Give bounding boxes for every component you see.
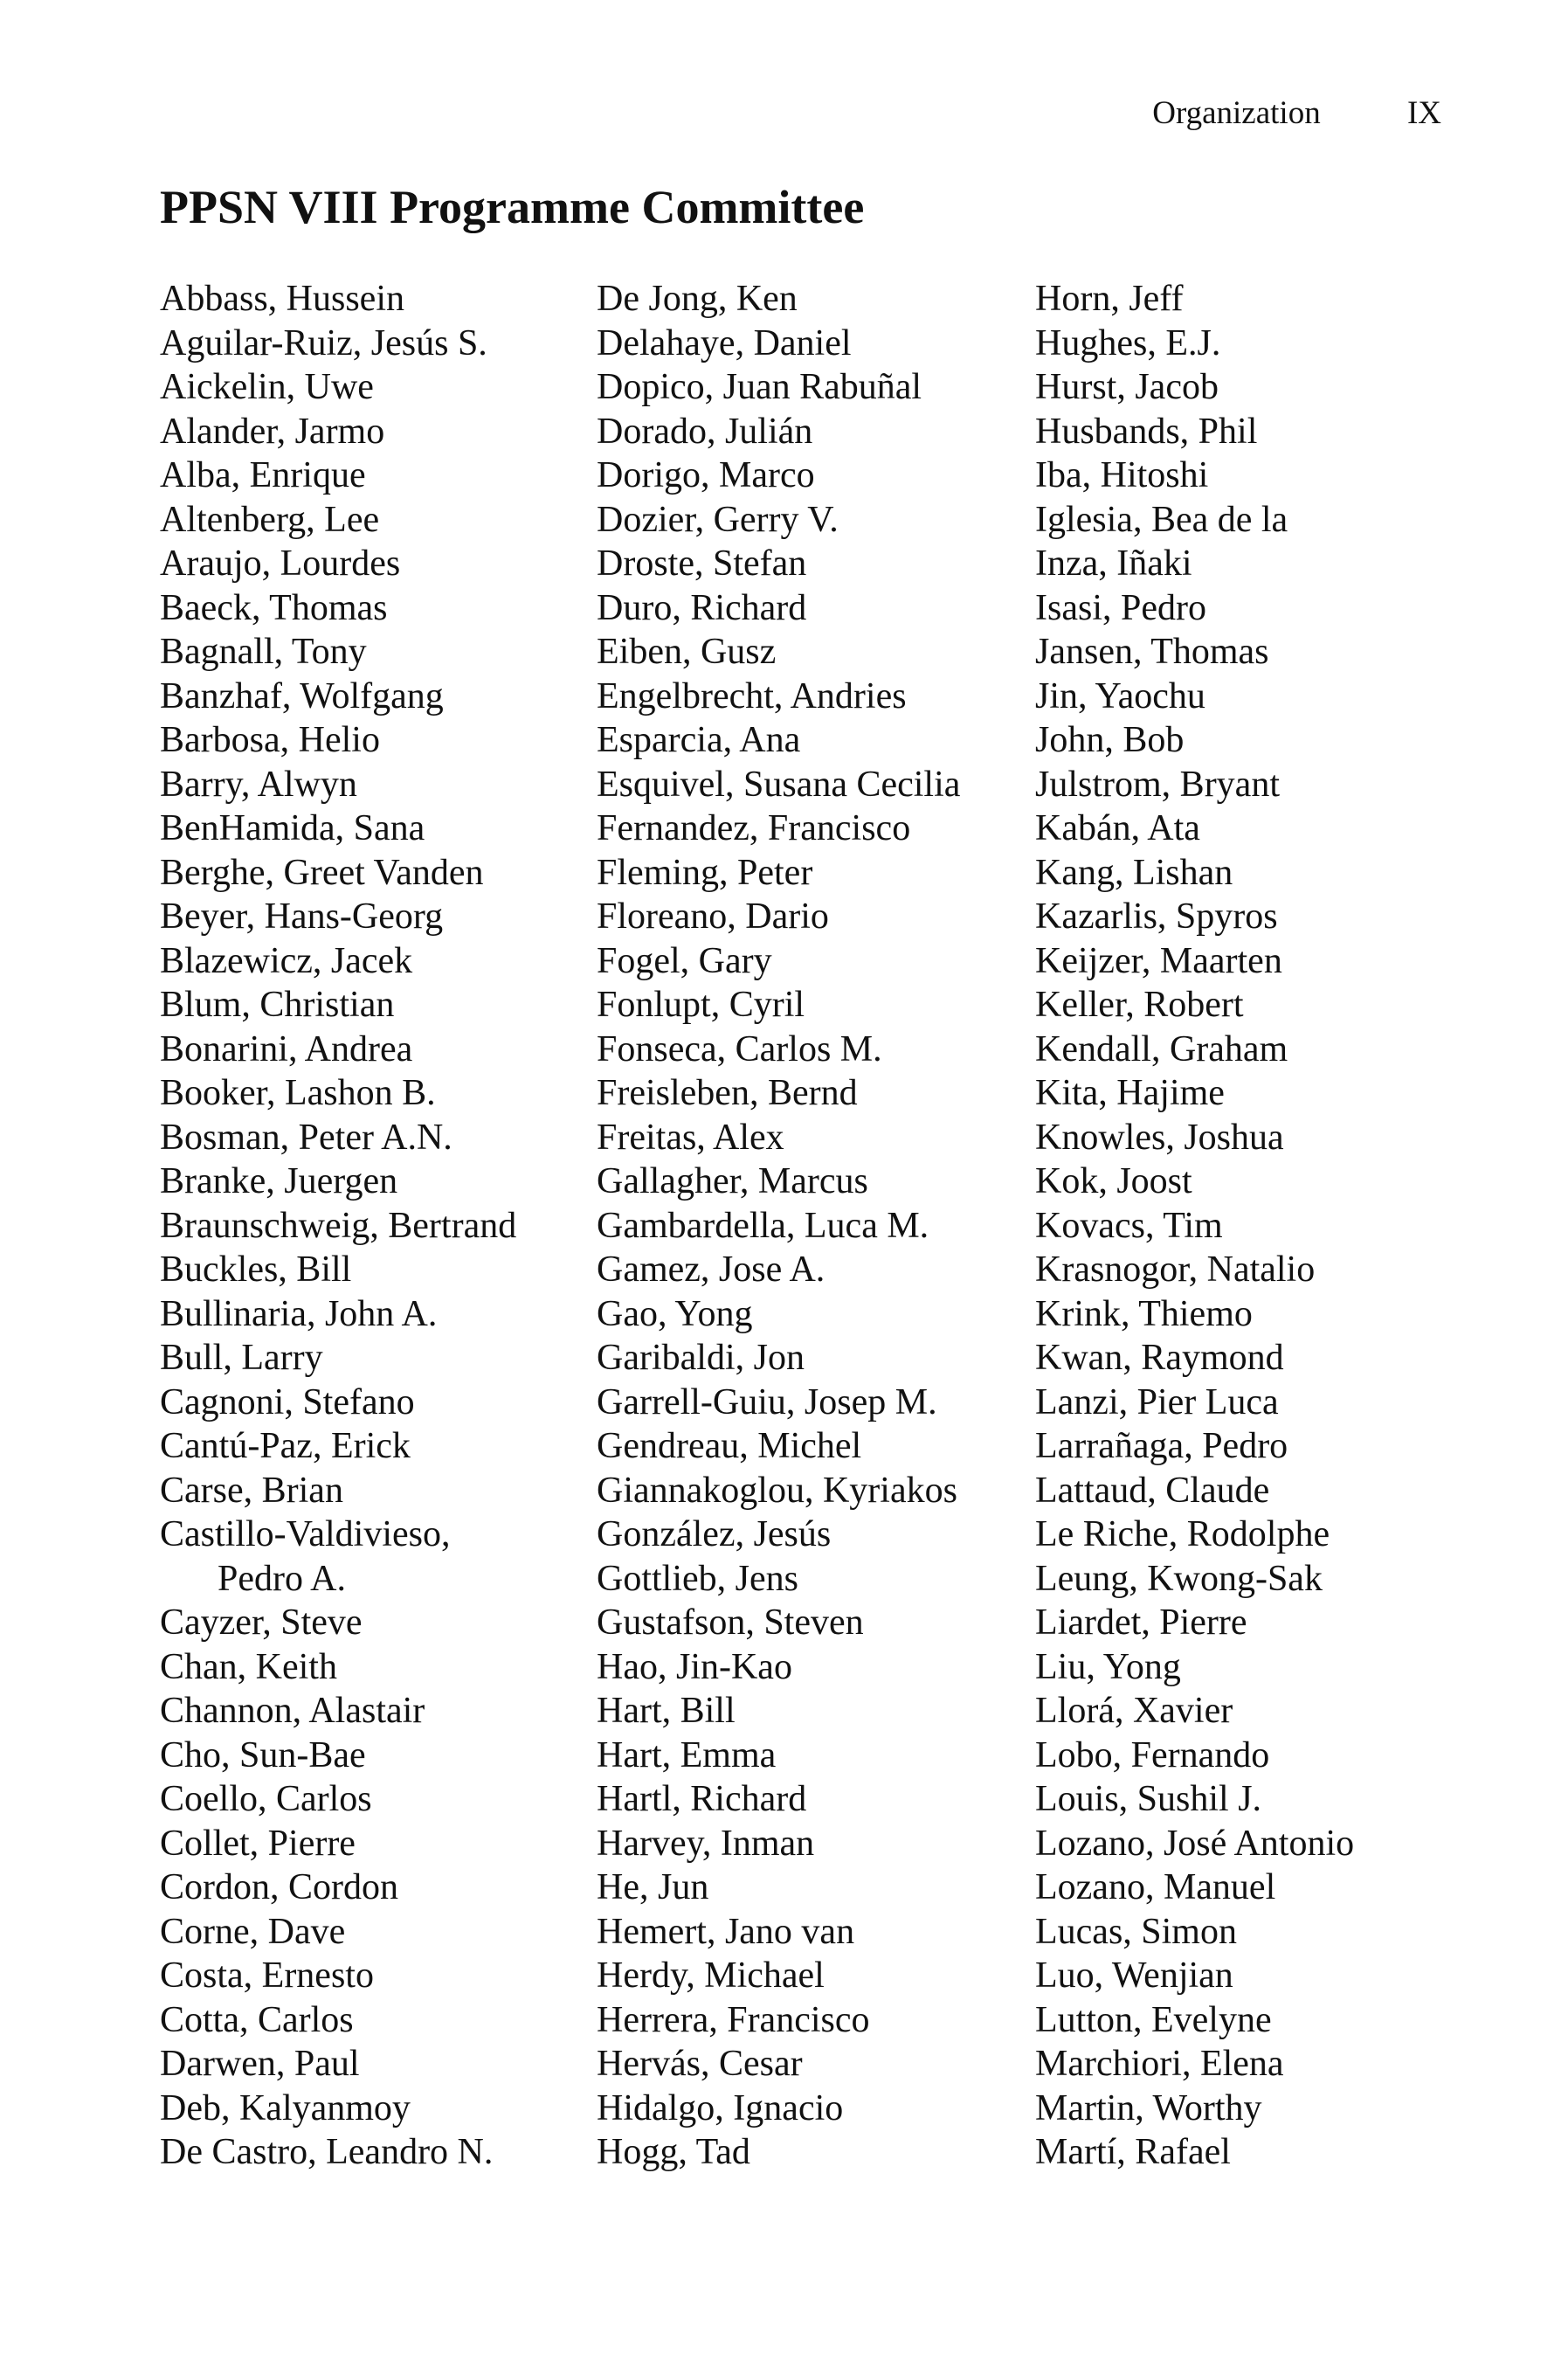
committee-member-name: Gustafson, Steven <box>597 1602 864 1643</box>
committee-member-name: Hogg, Tad <box>597 2132 750 2172</box>
committee-member-name: Kwan, Raymond <box>1035 1338 1284 1378</box>
committee-member-name: Berghe, Greet Vanden <box>160 852 484 893</box>
committee-member-name: Araujo, Lourdes <box>160 543 401 584</box>
committee-member-name: Fonlupt, Cyril <box>597 985 805 1025</box>
committee-member-name: Gottlieb, Jens <box>597 1558 798 1599</box>
committee-member-name: Bullinaria, John A. <box>160 1293 438 1334</box>
committee-member-name: Castillo-Valdivieso, <box>160 1514 451 1554</box>
committee-member-name: Hidalgo, Ignacio <box>597 2087 844 2128</box>
committee-member-name: Iglesia, Bea de la <box>1035 499 1288 540</box>
committee-member-name: Kita, Hajime <box>1035 1073 1225 1113</box>
page-number: IX <box>1406 95 1441 131</box>
committee-member-name: Branke, Juergen <box>160 1161 398 1201</box>
committee-member-name: Husbands, Phil <box>1035 411 1258 452</box>
committee-member-name: Knowles, Joshua <box>1035 1117 1284 1158</box>
committee-member-name: Floreano, Dario <box>597 896 829 937</box>
committee-member-name: Dozier, Gerry V. <box>597 499 839 540</box>
committee-member-name: Hart, Emma <box>597 1734 777 1775</box>
committee-column-1 <box>160 277 516 2175</box>
committee-member-name: Garrell-Guiu, Josep M. <box>597 1381 937 1422</box>
committee-member-name: Martin, Worthy <box>1035 2087 1262 2128</box>
committee-member-name: Barbosa, Helio <box>160 720 380 760</box>
committee-column-2 <box>597 277 960 2175</box>
committee-member-name: Chan, Keith <box>160 1646 337 1687</box>
committee-member-name: Deb, Kalyanmoy <box>160 2087 411 2128</box>
committee-member-name: Blazewicz, Jacek <box>160 940 413 981</box>
committee-member-name: Corne, Dave <box>160 1911 346 1952</box>
committee-member-name: Lucas, Simon <box>1035 1911 1237 1952</box>
committee-member-name: Liu, Yong <box>1035 1646 1181 1687</box>
committee-member-name: Hart, Bill <box>597 1691 736 1731</box>
committee-member-name: Isasi, Pedro <box>1035 587 1206 628</box>
committee-member-name: Giannakoglou, Kyriakos <box>597 1470 957 1511</box>
committee-member-name: Dopico, Juan Rabuñal <box>597 367 922 407</box>
committee-member-name: Krink, Thiemo <box>1035 1293 1253 1334</box>
committee-member-name: Larrañaga, Pedro <box>1035 1426 1288 1466</box>
committee-member-name: Bagnall, Tony <box>160 632 367 672</box>
committee-member-name: Aickelin, Uwe <box>160 367 374 407</box>
committee-member-name: Costa, Ernesto <box>160 1955 374 1996</box>
committee-member-name: Delahaye, Daniel <box>597 322 852 363</box>
committee-member-name: Buckles, Bill <box>160 1249 352 1290</box>
committee-member-name: Alander, Jarmo <box>160 411 385 452</box>
committee-member-name: Kazarlis, Spyros <box>1035 896 1278 937</box>
committee-member-name: John, Bob <box>1035 720 1185 760</box>
committee-member-name: Freitas, Alex <box>597 1117 784 1158</box>
committee-member-name: González, Jesús <box>597 1514 832 1554</box>
committee-member-name: Kang, Lishan <box>1035 852 1233 893</box>
committee-member-name: Droste, Stefan <box>597 543 807 584</box>
committee-member-name: Keller, Robert <box>1035 985 1244 1025</box>
committee-member-name: BenHamida, Sana <box>160 808 425 848</box>
committee-member-name: Lutton, Evelyne <box>1035 1999 1272 2040</box>
committee-member-name: Le Riche, Rodolphe <box>1035 1514 1330 1554</box>
committee-member-name: Cho, Sun-Bae <box>160 1734 366 1775</box>
committee-member-name: Kendall, Graham <box>1035 1028 1288 1069</box>
committee-member-name: Liardet, Pierre <box>1035 1602 1247 1643</box>
committee-member-name: Martí, Rafael <box>1035 2132 1231 2172</box>
committee-member-name: Esquivel, Susana Cecilia <box>597 764 961 805</box>
committee-member-name: Hartl, Richard <box>597 1779 807 1819</box>
running-header-section: Organization <box>1152 95 1321 131</box>
committee-member-name: Llorá, Xavier <box>1035 1691 1233 1731</box>
committee-member-name: Blum, Christian <box>160 985 395 1025</box>
committee-member-name: Braunschweig, Bertrand <box>160 1205 517 1246</box>
committee-member-name: Cantú-Paz, Erick <box>160 1426 411 1466</box>
committee-member-name: Dorigo, Marco <box>597 455 815 495</box>
committee-member-name: Garibaldi, Jon <box>597 1338 805 1378</box>
committee-member-name: Horn, Jeff <box>1035 279 1184 319</box>
committee-member-name: Abbass, Hussein <box>160 279 404 319</box>
committee-member-name: Darwen, Paul <box>160 2044 360 2084</box>
committee-member-name: Hurst, Jacob <box>1035 367 1219 407</box>
committee-member-name: Luo, Wenjian <box>1035 1955 1233 1996</box>
committee-member-name: De Castro, Leandro N. <box>160 2132 494 2172</box>
committee-member-name: Fleming, Peter <box>597 852 813 893</box>
committee-member-name: Lozano, Manuel <box>1035 1867 1276 1907</box>
committee-member-name: Hemert, Jano van <box>597 1911 855 1952</box>
committee-member-name: Cayzer, Steve <box>160 1602 363 1643</box>
committee-member-name: Aguilar-Ruiz, Jesús S. <box>160 322 487 363</box>
committee-member-name: Leung, Kwong-Sak <box>1035 1558 1323 1599</box>
committee-member-name: Harvey, Inman <box>597 1823 815 1864</box>
committee-column-3 <box>1035 277 1354 2175</box>
committee-member-name: Bosman, Peter A.N. <box>160 1117 452 1158</box>
committee-member-name: Gallagher, Marcus <box>597 1161 868 1201</box>
committee-member-name: Herdy, Michael <box>597 1955 825 1996</box>
committee-member-name: Julstrom, Bryant <box>1035 764 1280 805</box>
committee-member-name: Lanzi, Pier Luca <box>1035 1381 1279 1422</box>
committee-member-name: Fernandez, Francisco <box>597 808 911 848</box>
committee-member-name: Iba, Hitoshi <box>1035 455 1209 495</box>
committee-member-name: Jansen, Thomas <box>1035 632 1269 672</box>
committee-member-name: Carse, Brian <box>160 1470 343 1511</box>
committee-member-name: Bonarini, Andrea <box>160 1028 413 1069</box>
committee-member-name: Krasnogor, Natalio <box>1035 1249 1316 1290</box>
committee-member-name: Cordon, Cordon <box>160 1867 398 1907</box>
committee-member-name: Channon, Alastair <box>160 1691 425 1731</box>
committee-member-name: Dorado, Julián <box>597 411 813 452</box>
committee-member-name: Gao, Yong <box>597 1293 753 1334</box>
committee-member-name: Engelbrecht, Andries <box>597 675 907 716</box>
committee-member-name: Lobo, Fernando <box>1035 1734 1270 1775</box>
committee-member-name: Jin, Yaochu <box>1035 675 1205 716</box>
committee-member-name: Kabán, Ata <box>1035 808 1200 848</box>
committee-member-name: Hughes, E.J. <box>1035 322 1221 363</box>
committee-member-name: Hervás, Cesar <box>597 2044 803 2084</box>
committee-member-name: Gamez, Jose A. <box>597 1249 825 1290</box>
committee-member-name: Lattaud, Claude <box>1035 1470 1270 1511</box>
committee-member-name: Eiben, Gusz <box>597 632 777 672</box>
committee-member-name: Beyer, Hans-Georg <box>160 896 444 937</box>
committee-member-name: Louis, Sushil J. <box>1035 1779 1262 1819</box>
committee-member-name: Cotta, Carlos <box>160 1999 354 2040</box>
committee-member-name: Baeck, Thomas <box>160 587 388 628</box>
committee-member-name: Gambardella, Luca M. <box>597 1205 929 1246</box>
committee-member-name: Booker, Lashon B. <box>160 1073 436 1113</box>
committee-member-name: Altenberg, Lee <box>160 499 380 540</box>
committee-member-name: Hao, Jin-Kao <box>597 1646 792 1687</box>
committee-member-name: Gendreau, Michel <box>597 1426 862 1466</box>
committee-member-name: Coello, Carlos <box>160 1779 372 1819</box>
committee-member-name: Cagnoni, Stefano <box>160 1381 415 1422</box>
committee-member-name: Fonseca, Carlos M. <box>597 1028 882 1069</box>
committee-member-name: Inza, Iñaki <box>1035 543 1192 584</box>
committee-member-name: Kok, Joost <box>1035 1161 1192 1201</box>
committee-member-name: Esparcia, Ana <box>597 720 801 760</box>
committee-member-name: He, Jun <box>597 1867 709 1907</box>
page-title: PPSN VIII Programme Committee <box>160 181 865 233</box>
committee-member-name: Herrera, Francisco <box>597 1999 870 2040</box>
committee-member-name: Barry, Alwyn <box>160 764 357 805</box>
committee-member-name: Duro, Richard <box>597 587 807 628</box>
committee-member-name: Pedro A. <box>218 1558 346 1599</box>
committee-member-name: Alba, Enrique <box>160 455 366 495</box>
committee-member-name: Collet, Pierre <box>160 1823 356 1864</box>
committee-member-name: Freisleben, Bernd <box>597 1073 858 1113</box>
committee-member-name: Lozano, José Antonio <box>1035 1823 1355 1864</box>
committee-member-name: De Jong, Ken <box>597 279 798 319</box>
committee-member-name: Fogel, Gary <box>597 940 772 981</box>
committee-member-name: Marchiori, Elena <box>1035 2044 1284 2084</box>
committee-member-name: Banzhaf, Wolfgang <box>160 675 444 716</box>
running-header <box>1152 94 1441 133</box>
committee-member-name: Kovacs, Tim <box>1035 1205 1223 1246</box>
committee-member-name: Keijzer, Maarten <box>1035 940 1282 981</box>
committee-member-name: Bull, Larry <box>160 1338 323 1378</box>
